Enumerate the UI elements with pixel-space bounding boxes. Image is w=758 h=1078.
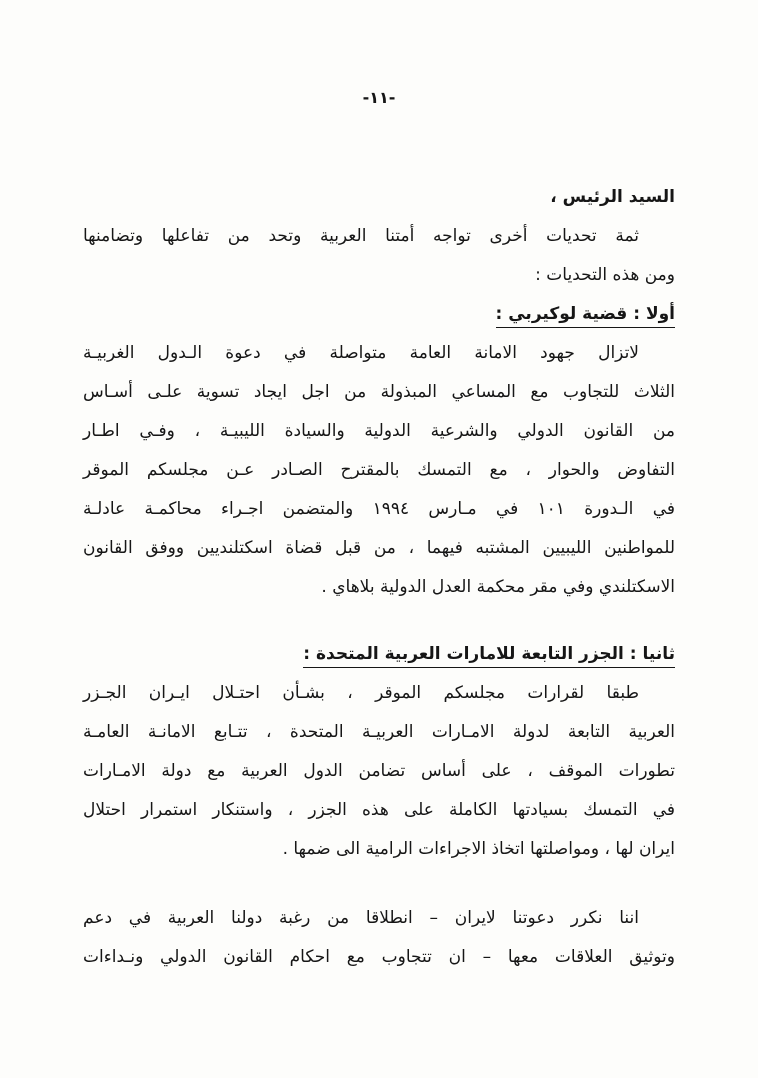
paragraph-line: طبقا لقرارات مجلسكم الموقر ، بشـأن احتـلال ايـران الجـزر [83,683,639,703]
paragraph-line: للمواطنين الليبيين المشتبه فيهما ، من قبل قضاة اسكتلنديين ووفق القانون [83,538,675,558]
intro-line-2: ومن هذه التحديات : [535,265,675,285]
paragraph-line: الثلاث للتجاوب مع المساعي المبذولة من اجل ايجاد تسوية علـى أسـاس [83,382,675,402]
paragraph-line: في التمسك بسيادتها الكاملة على هذه الجزر ، واستنكار استمرار احتلال [83,800,675,820]
closing-line: اننا نكرر دعوتنا لايران – انطلاقا من رغبة دولنا العربية في دعم [83,908,639,928]
section-islands-heading [83,635,675,674]
document-body [83,178,675,977]
closing-line: وتوثيق العلاقات معها – ان تتجاوب مع احكام القانون الدولي ونـداءات [83,947,675,967]
paragraph-line: من القانون الدولي والشرعية الدولية والسيادة الليبيـة ، وفـي اطـار [83,421,675,441]
section-islands-heading-text: ثانيا : الجزر التابعة للامارات العربية المتحدة : [303,644,675,668]
salutation: السيد الرئيس ، [550,187,675,207]
paragraph-line: لاتزال جهود الامانة العامة متواصلة في دعوة الـدول الغربيـة [83,343,639,363]
intro-line-1: ثمة تحديات أخرى تواجه أمتنا العربية وتحد من تفاعلها وتضامنها [83,226,639,246]
paragraph-line: الاسكتلندي وفي مقر محكمة العدل الدولية بلاهاي . [321,577,675,597]
section-lockerbie-heading [83,295,675,334]
paragraph-line: ايران لها ، ومواصلتها اتخاذ الاجراءات الرامية الى ضمها . [282,839,675,859]
paragraph-line: في الـدورة ١٠١ في مـارس ١٩٩٤ والمتضمن اجـراء محاكمـة عادلـة [83,499,675,519]
paragraph-line: التفاوض والحوار ، مع التمسك بالمقترح الصـادر عـن مجلسكم الموقر [83,460,675,480]
paragraph-line: تطورات الموقف ، على أساس تضامن الدول العربية مع دولة الامـارات [83,761,675,781]
paragraph-line: العربية التابعة لدولة الامـارات العربيـة المتحدة ، تتـابع الامانـة العامـة [83,722,675,742]
page-number: -١١- [362,88,396,107]
section-lockerbie-heading-text: أولا : قضية لوكيربي : [496,304,675,328]
